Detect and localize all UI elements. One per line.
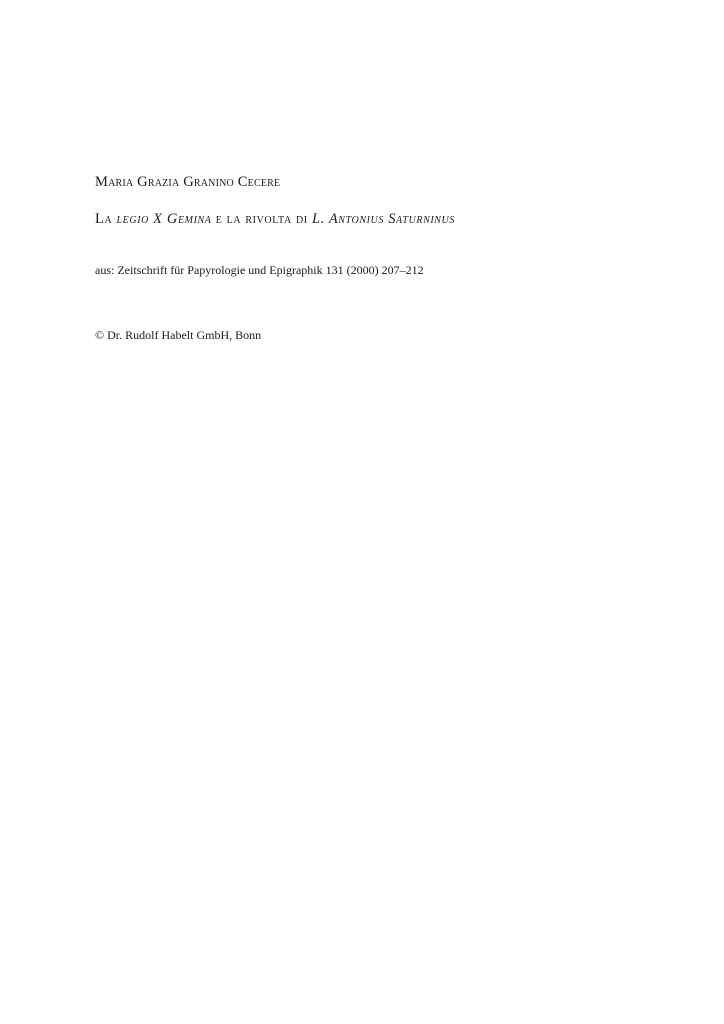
copyright-notice: © Dr. Rudolf Habelt GmbH, Bonn [95, 328, 262, 342]
title-text-1: La [95, 211, 117, 227]
author-name: Maria Grazia Granino Cecere [95, 174, 281, 190]
title-text-2: e la rivolta di [211, 211, 312, 227]
article-title [95, 211, 455, 228]
source-citation: aus: Zeitschrift für Papyrologie und Epigraphik 131 (2000) 207–212 [95, 263, 424, 277]
title-italic-legion: legio X Gemina [116, 211, 212, 227]
title-italic-name: L. Antonius Saturninus [311, 211, 455, 227]
